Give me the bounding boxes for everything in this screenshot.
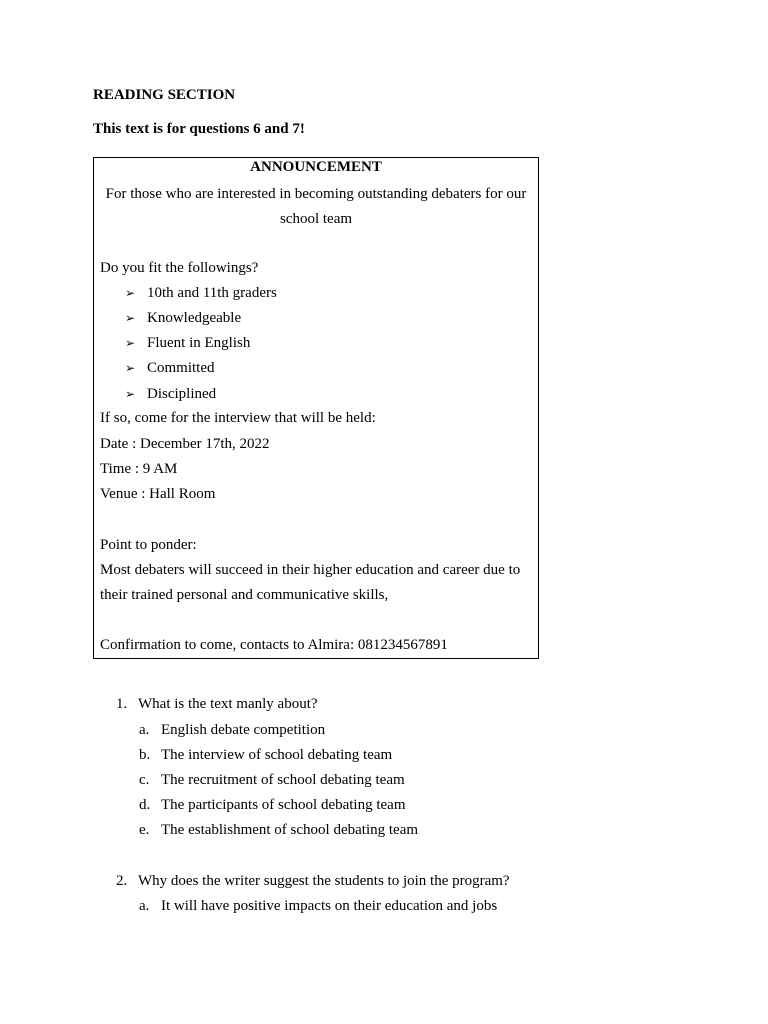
criteria-item [125,334,250,352]
option-letter: a. [139,722,150,738]
question-number: 1. [116,696,128,712]
answer-option [139,721,325,739]
option-text: The interview of school debating team [161,747,393,763]
arrow-bullet-icon: ➢ [125,361,136,375]
announcement-box [93,157,539,659]
arrow-bullet-icon: ➢ [125,311,136,325]
question-text: What is the text manly about? [138,696,318,712]
criteria-label: Disciplined [147,386,217,402]
option-text: The recruitment of school debating team [161,772,405,788]
option-text: It will have positive impacts on their education and jobs [161,898,498,914]
criteria-label: 10th and 11th graders [147,285,277,301]
option-letter: c. [139,772,150,788]
announcement-intro: For those who are interested in becoming outstanding debaters for our school team [105,186,527,227]
interview-venue: Venue : Hall Room [100,486,216,502]
criteria-item [125,359,215,377]
answer-option [139,897,497,915]
announcement-title: ANNOUNCEMENT [250,159,382,175]
answer-option [139,821,418,839]
interview-line: If so, come for the interview that will be held: [100,410,376,426]
arrow-bullet-icon: ➢ [125,387,136,401]
ponder-text-line-2: their trained personal and communicative skills, [100,587,389,603]
ponder-heading: Point to ponder: [100,537,197,553]
announcement-prompt: Do you fit the followings? [100,260,259,276]
answer-option [139,796,406,814]
criteria-label: Fluent in English [147,335,251,351]
section-title: READING SECTION [93,87,236,103]
instruction-text: This text is for questions 6 and 7! [93,121,305,137]
option-text: The establishment of school debating team [161,822,419,838]
ponder-text-line-1: Most debaters will succeed in their higher education and career due to [100,562,521,578]
criteria-item [125,309,241,327]
interview-date: Date : December 17th, 2022 [100,436,270,452]
question-text: Why does the writer suggest the students to join the program? [138,873,510,889]
question-2 [116,872,510,890]
criteria-label: Knowledgeable [147,310,242,326]
option-text: The participants of school debating team [161,797,406,813]
option-letter: b. [139,747,151,763]
arrow-bullet-icon: ➢ [125,336,136,350]
interview-time: Time : 9 AM [100,461,178,477]
option-letter: a. [139,898,150,914]
criteria-item [125,385,216,403]
option-text: English debate competition [161,722,326,738]
criteria-label: Committed [147,360,215,376]
option-letter: e. [139,822,150,838]
answer-option [139,746,392,764]
criteria-item [125,284,277,302]
question-1 [116,695,318,713]
option-letter: d. [139,797,151,813]
contact-line: Confirmation to come, contacts to Almira: 081234567891 [100,637,448,653]
question-number: 2. [116,873,128,889]
answer-option [139,771,405,789]
arrow-bullet-icon: ➢ [125,286,136,300]
